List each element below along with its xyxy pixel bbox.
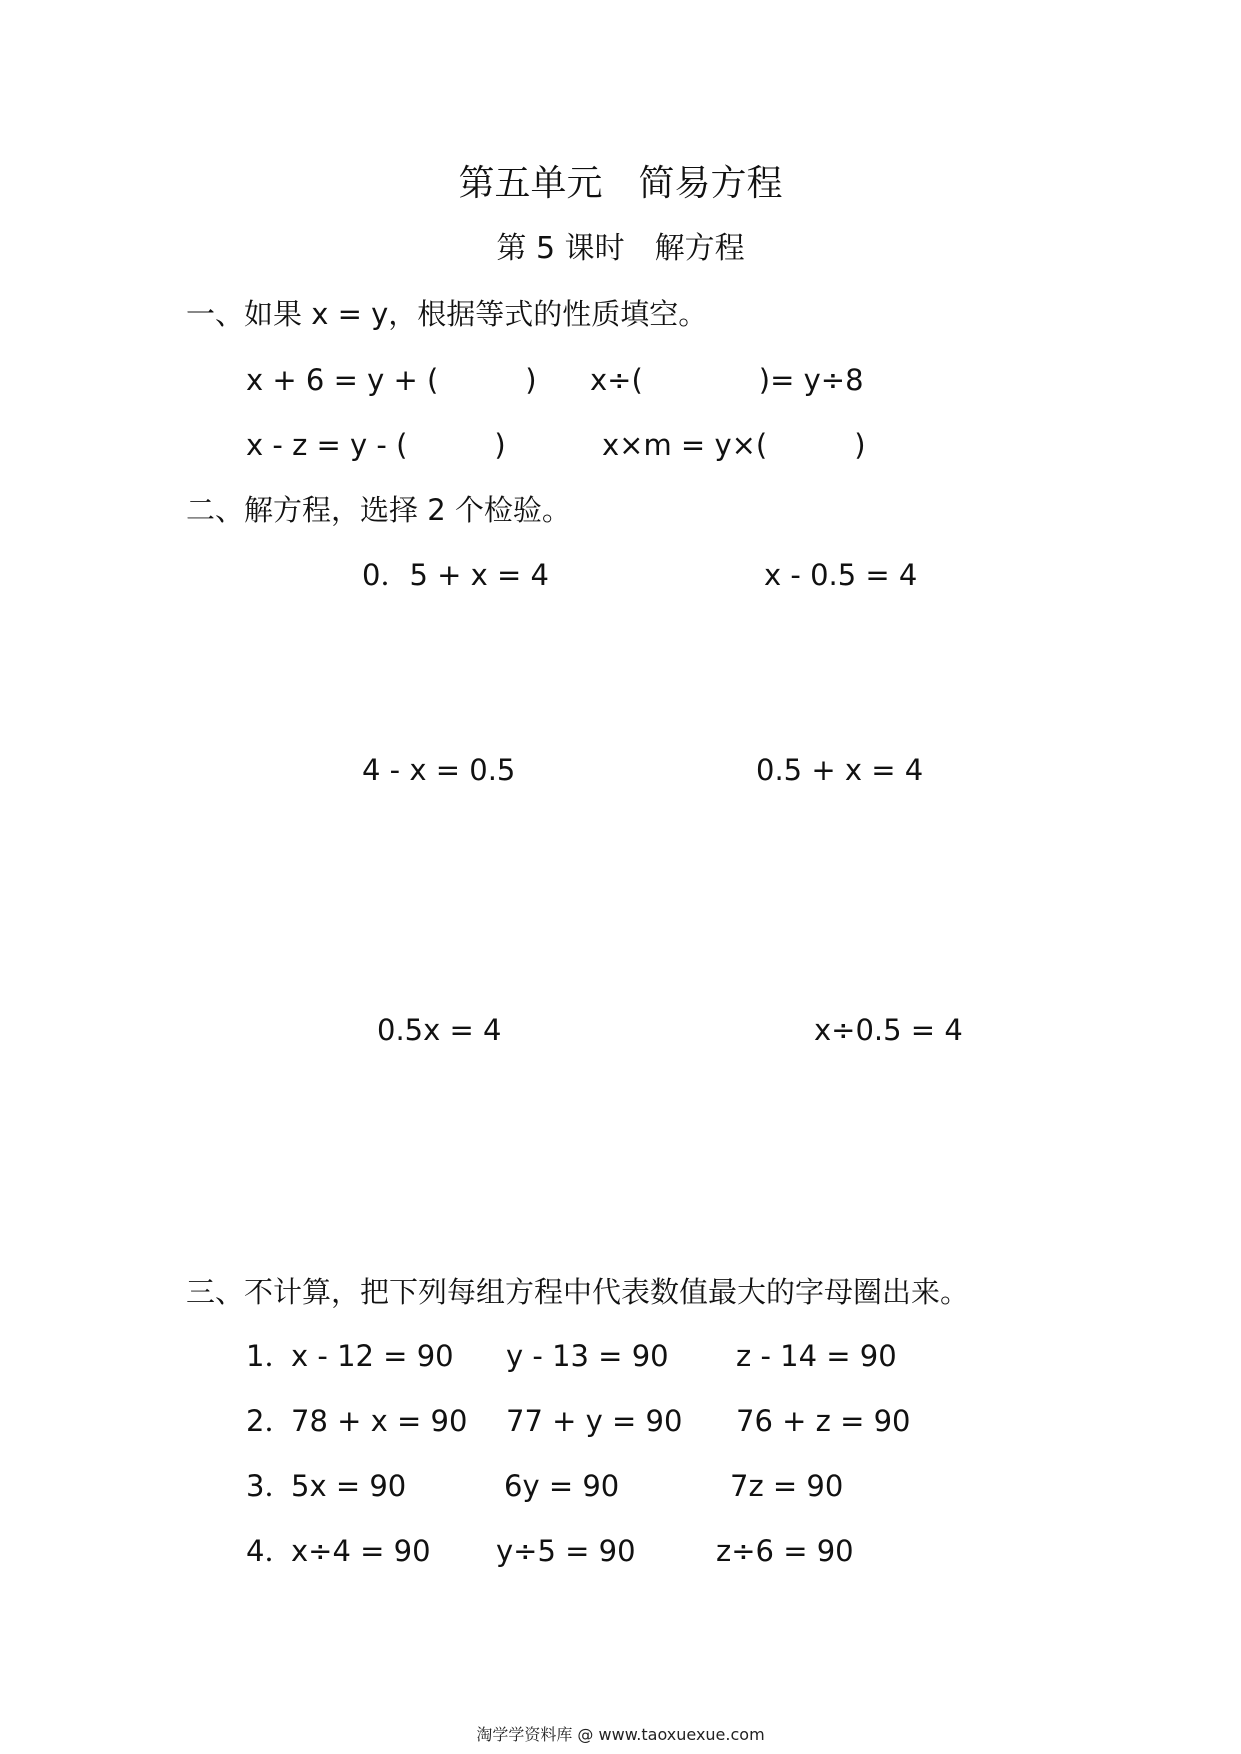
section2-heading: 二、解方程，选择 2 个检验。 <box>186 493 571 527</box>
group-number: 4． <box>246 1534 294 1568</box>
equation-item: 4 - x = 0.5 <box>362 753 516 787</box>
group-equation: z - 14 = 90 <box>736 1339 897 1373</box>
equation-item: x - 0.5 = 4 <box>764 558 918 592</box>
section3-heading: 三、不计算，把下列每组方程中代表数值最大的字母圈出来。 <box>186 1275 970 1309</box>
fill-blank-item: x×m = y×( ) <box>602 428 866 462</box>
group-equation: 7z = 90 <box>730 1469 844 1503</box>
group-equation: 76 + z = 90 <box>736 1404 911 1438</box>
footer-watermark: 淘学学资料库 @ www.taoxuexue.com <box>476 1725 765 1744</box>
section1-heading: 一、如果 x = y，根据等式的性质填空。 <box>186 297 708 331</box>
fill-blank-item: x÷( )= y÷8 <box>590 363 864 397</box>
equation-item: 0.5 + x = 4 <box>756 753 924 787</box>
equation-item: 0．5 + x = 4 <box>362 558 549 592</box>
group-equation: y - 13 = 90 <box>506 1339 669 1373</box>
lesson-subtitle: 第 5 课时 解方程 <box>496 231 745 266</box>
group-number: 1． <box>246 1339 294 1373</box>
equation-item: 0.5x = 4 <box>377 1013 502 1047</box>
group-equation: 78 + x = 90 <box>291 1404 468 1438</box>
fill-blank-item: x - z = y - ( ) <box>246 428 506 462</box>
equation-item: x÷0.5 = 4 <box>814 1013 963 1047</box>
group-number: 2． <box>246 1404 294 1438</box>
group-equation: 77 + y = 90 <box>506 1404 683 1438</box>
group-equation: x÷4 = 90 <box>291 1534 431 1568</box>
page-title: 第五单元 简易方程 <box>458 163 783 204</box>
group-number: 3． <box>246 1469 294 1503</box>
group-equation: y÷5 = 90 <box>496 1534 636 1568</box>
group-equation: x - 12 = 90 <box>291 1339 454 1373</box>
fill-blank-item: x + 6 = y + ( ) <box>246 363 537 397</box>
group-equation: 6y = 90 <box>504 1469 620 1503</box>
group-equation: z÷6 = 90 <box>716 1534 854 1568</box>
group-equation: 5x = 90 <box>291 1469 407 1503</box>
